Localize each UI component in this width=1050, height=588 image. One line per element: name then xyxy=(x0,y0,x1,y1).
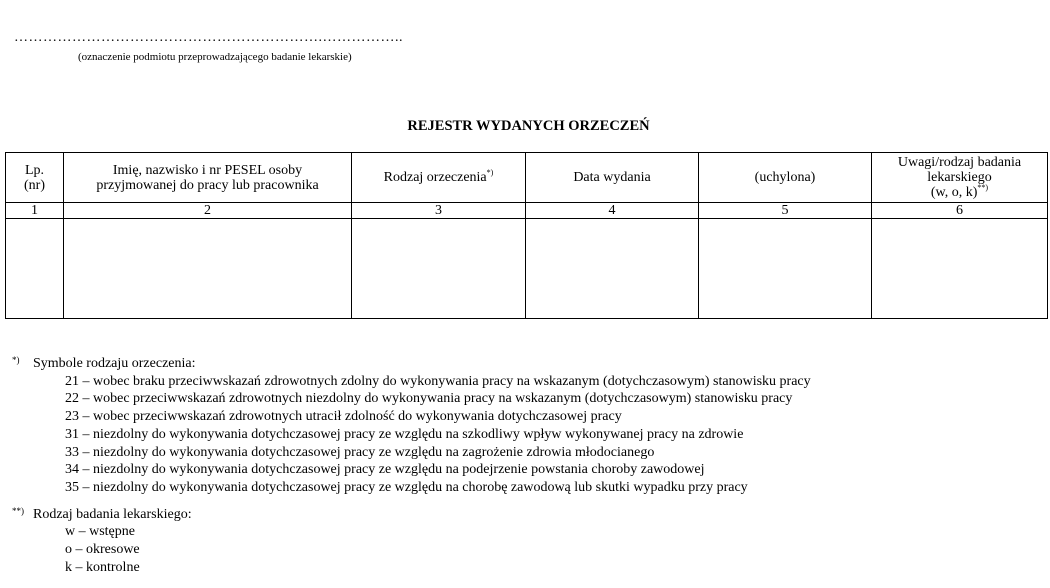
header-line: Imię, nazwisko i nr PESEL osoby xyxy=(112,162,303,178)
column-number: 6 xyxy=(872,203,1048,219)
list-item: 31 – niezdolny do wykonywania dotychczasowej pracy ze względu na szkodliwy wpływ wykonywanej pracy na zdrowie xyxy=(65,426,744,442)
footnote-heading: Rodzaj badania lekarskiego: xyxy=(33,506,192,522)
table-header-row xyxy=(6,153,1048,203)
column-number: 5 xyxy=(699,203,872,219)
footnotes xyxy=(12,355,811,576)
table-row xyxy=(6,219,1048,319)
column-number: 4 xyxy=(526,203,699,219)
list-item: o – okresowe xyxy=(65,542,140,558)
header-cell-repealed xyxy=(699,153,872,203)
column-number-row xyxy=(6,203,1048,219)
header-cell-name-pesel xyxy=(64,153,352,203)
list-item: w – wstępne xyxy=(65,524,135,540)
footnote-ref: *) xyxy=(486,168,494,177)
header-line: Lp. xyxy=(24,162,45,178)
header-line: Rodzaj orzeczenia xyxy=(383,170,487,185)
footnote-mark: *) xyxy=(12,355,20,365)
header-cell-remarks xyxy=(872,153,1048,203)
list-item: 33 – niezdolny do wykonywania dotychczasowej pracy ze względu na zagrożenie zdrowia młodocianego xyxy=(65,444,655,460)
document-title: REJESTR WYDANYCH ORZECZEŃ xyxy=(407,118,650,134)
header-cell-issue-date xyxy=(526,153,699,203)
list-item: 23 – wobec przeciwwskazań zdrowotnych utracił zdolność do wykonywania dotychczasowej pracy xyxy=(65,409,622,425)
exam-type-list xyxy=(12,523,811,576)
table-cell[interactable] xyxy=(872,219,1048,319)
header-cell-decision-type xyxy=(352,153,526,203)
list-item: 35 – niezdolny do wykonywania dotychczasowej pracy ze względu na chorobę zawodową lub skutki wypadku przy pracy xyxy=(65,479,748,495)
footnote-ref: **) xyxy=(977,183,989,192)
list-item: 21 – wobec braku przeciwwskazań zdrowotnych zdolny do wykonywania pracy na wskazanym (dotychczasowym) stanowisku pracy xyxy=(65,373,811,389)
column-number: 3 xyxy=(352,203,526,219)
entity-name-dotted-line: ……………………………………………………….…………….. xyxy=(14,30,403,45)
footnote-exam-types xyxy=(12,506,811,524)
header-line: lekarskiego xyxy=(927,170,992,185)
footnote-heading: Symbole rodzaju orzeczenia: xyxy=(33,356,196,371)
list-item: 34 – niezdolny do wykonywania dotychczasowej pracy ze względu na podejrzenie powstania choroby zawodowej xyxy=(65,462,705,478)
table-cell[interactable] xyxy=(6,219,64,319)
footnote-decision-symbols xyxy=(12,355,811,373)
header-line: Uwagi/rodzaj badania xyxy=(897,155,1022,170)
table-cell[interactable] xyxy=(352,219,526,319)
register-table xyxy=(5,152,1048,319)
header-line: (nr) xyxy=(24,177,45,193)
table-cell[interactable] xyxy=(699,219,872,319)
entity-caption: (oznaczenie podmiotu przeprowadzającego badanie lekarskie) xyxy=(78,51,352,63)
header-line: (uchylona) xyxy=(754,170,816,185)
header-line: (w, o, k) xyxy=(930,185,978,200)
header-cell-lp xyxy=(6,153,64,203)
column-number: 1 xyxy=(6,203,64,219)
header-line: przyjmowanej do pracy lub pracownika xyxy=(96,177,319,193)
column-number: 2 xyxy=(64,203,352,219)
decision-symbol-list xyxy=(12,373,811,497)
list-item: k – kontrolne xyxy=(65,559,140,575)
header-line: Data wydania xyxy=(573,170,651,185)
footnote-mark: **) xyxy=(12,505,24,516)
table-cell[interactable] xyxy=(64,219,352,319)
table-cell[interactable] xyxy=(526,219,699,319)
list-item: 22 – wobec przeciwwskazań zdrowotnych niezdolny do wykonywania pracy na wskazanym (dotychczasowym) stanowisku pracy xyxy=(65,391,793,407)
